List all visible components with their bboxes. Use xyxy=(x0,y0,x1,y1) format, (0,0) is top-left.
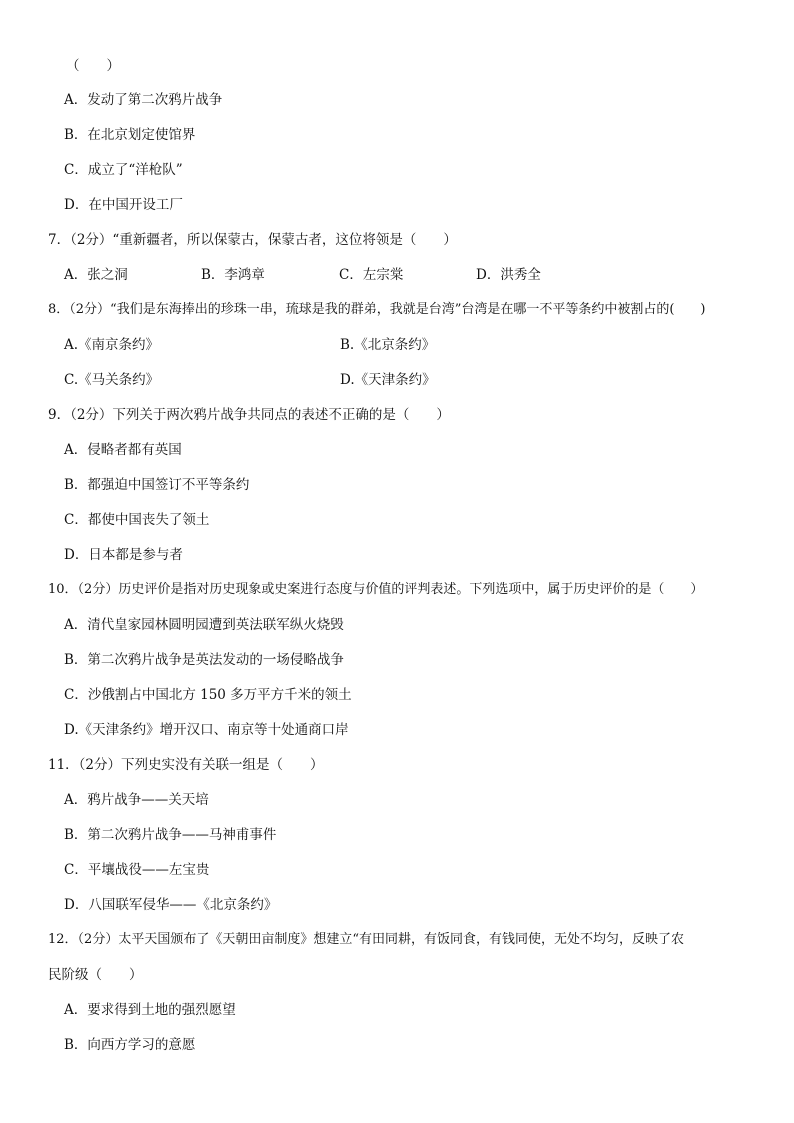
q7-option-c: C．左宗棠 xyxy=(339,267,404,283)
q7-option-a: A．张之洞 xyxy=(64,267,128,283)
q8-option-b: B.《北京条约》 xyxy=(340,337,436,353)
q6-option-a: A．发动了第二次鸦片战争 xyxy=(64,92,223,108)
q9-stem: 9．（2分）下列关于两次鸦片战争共同点的表述不正确的是（ ） xyxy=(48,407,450,423)
q9-option-d: D．日本都是参与者 xyxy=(64,547,183,563)
q11-option-c: C．平壤战役——左宝贵 xyxy=(64,862,210,878)
q10-option-d: D.《天津条约》增开汉口、南京等十处通商口岸 xyxy=(64,722,349,738)
q12-stem: 12．（2分）太平天国颁布了《天朝田亩制度》想建立“有田同耕，有饭同食，有钱同使，无处不均匀，反映了农 xyxy=(48,932,684,947)
q11-option-d: D．八国联军侵华——《北京条约》 xyxy=(64,897,278,913)
q8-option-c: C.《马关条约》 xyxy=(64,372,160,388)
q11-option-b: B．第二次鸦片战争——马神甫事件 xyxy=(64,827,277,843)
q10-option-c: C．沙俄割占中国北方 150 多万平方千米的领土 xyxy=(64,687,352,703)
q10-option-a: A．清代皇家园林圆明园遭到英法联军纵火烧毁 xyxy=(64,617,344,633)
q6-option-d: D．在中国开设工厂 xyxy=(64,197,183,213)
q9-option-b: B．都强迫中国签订不平等条约 xyxy=(64,477,250,493)
q12-stem-continuation: 民阶级（ ） xyxy=(48,967,143,983)
q11-stem: 11．（2分）下列史实没有关联一组是（ ） xyxy=(48,757,324,773)
q7-option-d: D．洪秀全 xyxy=(476,267,541,283)
q6-answer-paren: （ ） xyxy=(66,58,120,74)
q12-option-b: B．向西方学习的意愿 xyxy=(64,1037,196,1053)
q9-option-a: A．侵略者都有英国 xyxy=(64,442,182,458)
q8-stem: 8．（2分）“我们是东海捧出的珍珠一串，琉球是我的群弟，我就是台湾”台湾是在哪一不平等条约中被割占的( ) xyxy=(48,302,706,317)
q6-option-b: B．在北京划定使馆界 xyxy=(64,127,196,143)
q12-option-a: A．要求得到土地的强烈愿望 xyxy=(64,1002,236,1018)
q9-option-c: C．都使中国丧失了领土 xyxy=(64,512,210,528)
q7-option-b: B．李鸿章 xyxy=(201,267,265,283)
q8-option-d: D.《天津条约》 xyxy=(340,372,436,388)
q6-option-c: C．成立了“洋枪队” xyxy=(64,162,183,178)
q10-option-b: B．第二次鸦片战争是英法发动的一场侵略战争 xyxy=(64,652,344,668)
q8-option-a: A.《南京条约》 xyxy=(64,337,160,353)
q7-stem: 7．（2分）“重新疆者，所以保蒙古，保蒙古者，这位将领是（ ） xyxy=(48,232,457,248)
q11-option-a: A．鸦片战争——关天培 xyxy=(64,792,209,808)
q10-stem: 10．（2分）历史评价是指对历史现象或史案进行态度与价值的评判表述。下列选项中，属于历史评价的是（ ） xyxy=(48,582,704,597)
